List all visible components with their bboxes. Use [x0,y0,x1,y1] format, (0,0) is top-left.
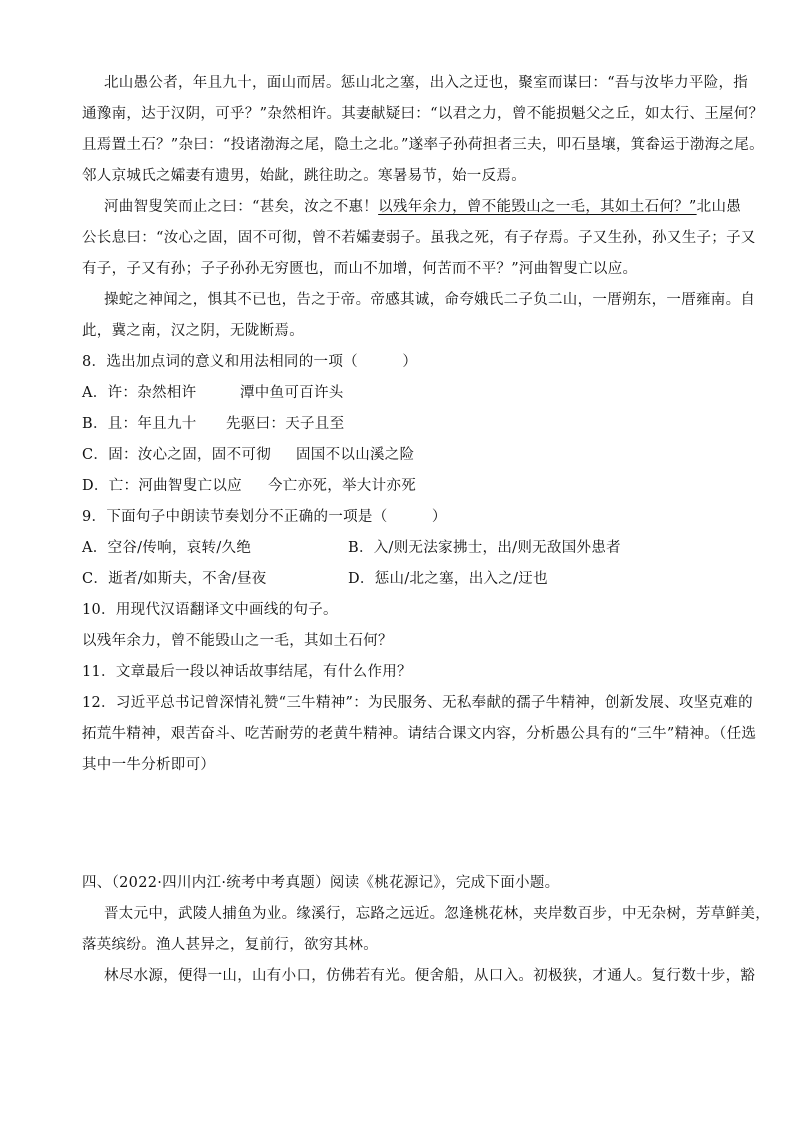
passage-p1-line-4: 邻人京城氏之孀妻有遗男，始龀，跳往助之。寒暑易节，始一反焉。 [82,168,526,184]
question-8-option-c [82,445,722,465]
passage-p2-line-2: 公长息曰：“汝心之固，固不可彻，曾不若孀妻弱子。虽我之死，有子存焉。子又生孙，孙又生子；子又 [82,230,756,246]
passage-p2-text-before: 河曲智叟笑而止之曰：“甚矣，汝之不惠！ [104,199,379,215]
passage-p1-line-1: 北山愚公者，年且九十，面山而居。惩山北之塞，出入之迂也，聚室而谋曰：“吾与汝毕力平险，指 [104,75,749,91]
question-11-stem: 11．文章最后一段以神话故事结尾，有什么作用？ [82,664,412,680]
question-12-line-2: 拓荒牛精神，艰苦奋斗、吃苦耐劳的老黄牛精神。请结合课文内容，分析愚公具有的“三牛”精神。（任选 [82,726,757,742]
option-a-label: A．许：杂然相许 [82,385,197,401]
question-8-option-b [82,414,722,434]
passage-p3-line-1: 操蛇之神闻之，惧其不已也，告之于帝。帝感其诚，命夸娥氏二子负二山，一厝朔东，一厝雍南。自 [104,292,756,308]
option-c-label: C．固：汝心之固，固不可彻 [82,447,271,463]
passage-p2-line-3: 有子，子又有孙；子子孙孙无穷匮也，而山不加增，何苦而不平？”河曲智叟亡以应。 [82,261,638,277]
section-4-heading: 四、（2022·四川内江·统考中考真题）阅读《桃花源记》，完成下面小题。 [82,875,560,891]
option-a-pair: 潭中鱼可百许头 [240,385,344,401]
question-12-line-1: 12．习近平总书记曾深情礼赞“三牛精神”：为民服务、无私奉献的孺子牛精神，创新发展、攻坚克难的 [82,695,753,711]
question-9-option-b: B．入/则无法家拂士，出/则无敌国外患者 [348,540,621,556]
section-4-p1-line-2: 落英缤纷。渔人甚异之，复前行，欲穷其林。 [82,937,378,953]
passage-p1-line-2: 通豫南，达于汉阴，可乎？”杂然相许。其妻献疑曰：“以君之力，曾不能损魁父之丘，如太行、王屋何？ [82,106,764,122]
question-10-stem: 10．用现代汉语翻译文中画线的句子。 [82,602,338,618]
section-4-p2-line-1: 林尽水源，便得一山，山有小口，仿佛若有光。便舍船，从口入。初极狭，才通人。复行数十步，豁 [104,968,756,984]
question-9-row-1 [82,538,722,558]
question-8-stem: 8．选出加点词的意义和用法相同的一项（ ） [82,354,418,370]
question-9-option-d: D．惩山/北之塞，出入之/迂也 [348,571,548,587]
passage-p3-line-2: 此，冀之南，汉之阴，无陇断焉。 [82,323,304,339]
passage-p1-line-3: 且焉置土石？”杂曰：“投诸渤海之尾，隐土之北。”遂率子孙荷担者三夫，叩石垦壤，箕畚运于渤海之尾。 [82,137,764,153]
option-b-pair: 先驱曰：天子且至 [226,416,345,432]
question-8-option-d [82,476,722,496]
question-10-sentence: 以残年余力，曾不能毁山之一毛，其如土石何？ [82,633,393,649]
option-b-label: B．且：年且九十 [82,416,197,432]
question-9-option-c: C．逝者/如斯夫，不舍/昼夜 [82,571,267,587]
question-9-option-a: A．空谷/传响，哀转/久绝 [82,540,252,556]
option-c-pair: 固国不以山溪之险 [296,447,415,463]
option-d-label: D．亡：河曲智叟亡以应 [82,478,242,494]
question-9-row-2 [82,569,722,589]
passage-p2-line-1 [104,197,744,217]
underlined-sentence: 以残年余力，曾不能毁山之一毛，其如土石何？” [378,199,697,215]
section-4-p1-line-1: 晋太元中，武陵人捕鱼为业。缘溪行，忘路之远近。忽逢桃花林，夹岸数百步，中无杂树，芳草鲜美， [104,906,770,922]
option-d-pair: 今亡亦死，举大计亦死 [268,478,416,494]
question-12-line-3: 其中一牛分析即可） [82,757,216,773]
passage-p2-text-after: 北山愚 [696,199,742,215]
question-9-stem: 9．下面句子中朗读节奏划分不正确的一项是（ ） [82,509,447,525]
question-8-option-a [82,383,722,403]
